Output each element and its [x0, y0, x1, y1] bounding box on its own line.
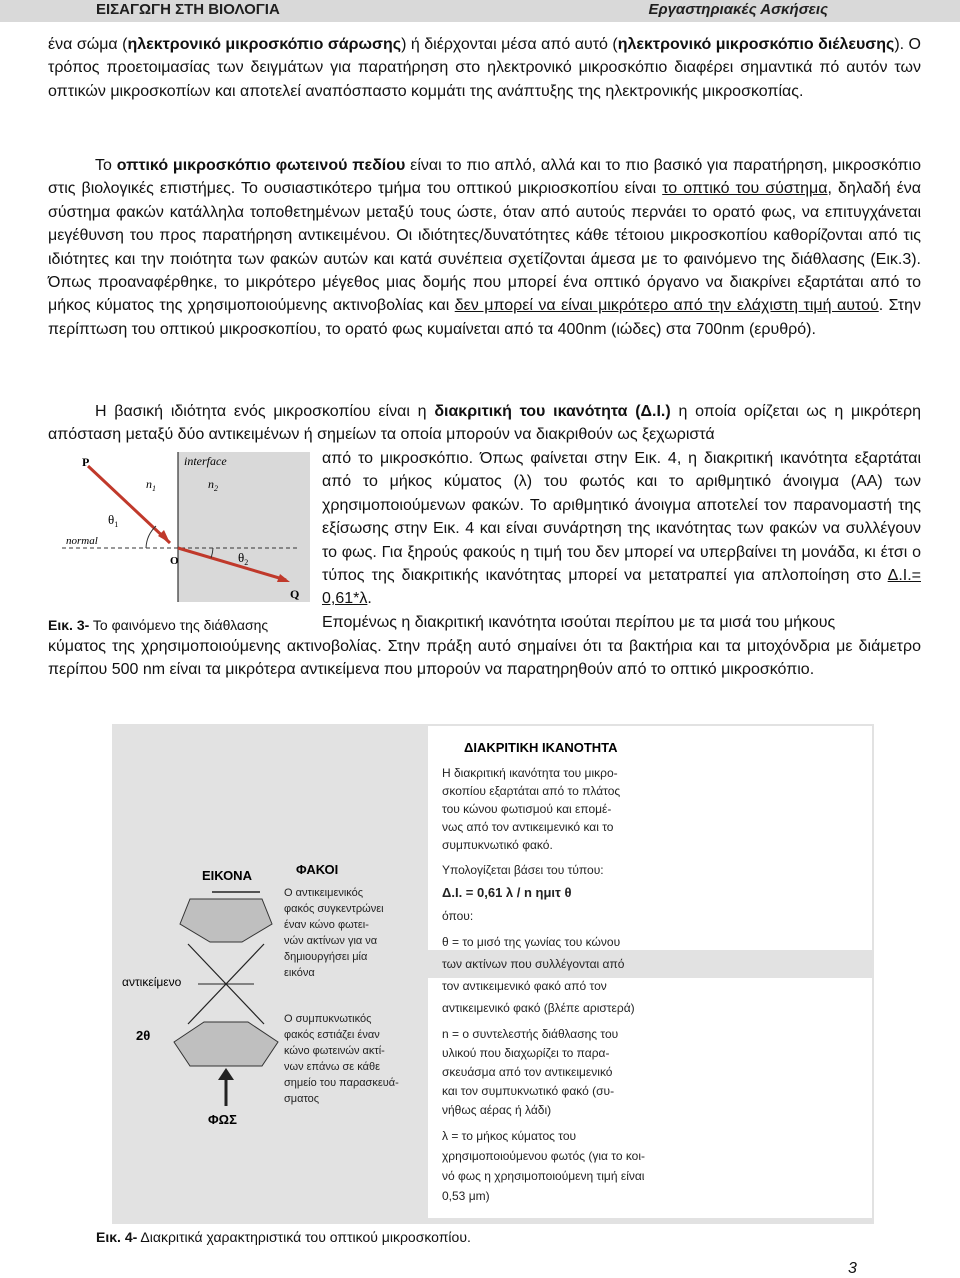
theta-def-line: των ακτίνων που συλλέγονται από	[442, 957, 625, 971]
def-line: νως από τον αντικειμενικό και το	[442, 820, 614, 834]
paragraph-resolution-wrap-last: Επομένως η διακριτική ικανότητα ισούται περίπου με τα μισά του μήκους	[322, 614, 836, 631]
incident-ray	[88, 466, 170, 543]
n-def-line: και τον συμπυκνωτικό φακό (συ-	[442, 1084, 615, 1098]
objective-desc-line: νών ακτίνων για να	[284, 935, 378, 947]
objective-desc-line: φακός συγκεντρώνει	[284, 903, 384, 915]
header-subtitle: Εργαστηριακές Ασκήσεις	[648, 1, 828, 18]
n-def-line: υλικού που διαχωρίζει το παρα-	[442, 1046, 610, 1060]
paragraph-resolution-wrap: από το μικροσκόπιο. Όπως φαίνεται στην Εικ. 4, η διακριτική ικανότητα εξαρτάται από το μήκος κύματος (λ) του φωτός και το αριθμητικό άνοιγμα (ΑΑ) των χρησιμοποιούμενων φακών. Το αριθμητικό άνοιγμα αποτελεί τον παρανομαστή της εξίσωσης στην Εικ. 4 και είναι συνάρτηση της ικανότητας των φακών να συλλέγουν το φως. Για ξηρούς φακούς η τιμή του δεν μπορεί να υπερβαίνει τη μονάδα, κι έτσι ο τύπος της διακριτικής ικανότητας μπορεί να μετατραπεί για απλοποίηση στο Δ.Ι.= 0,61*λ.	[322, 450, 921, 608]
label-normal: normal	[66, 535, 98, 547]
fig3-caption: Εικ. 3- Το φαινόμενο της διάθλασης	[48, 617, 269, 633]
objective-desc-line: έναν κώνο φωτει-	[284, 919, 369, 931]
refraction-figure	[48, 452, 310, 618]
label-theta1: $\theta_1$	[108, 512, 119, 529]
image-label: ΕΙΚΟΝΑ	[202, 868, 252, 883]
def-line: σκοπίου εξαρτάται από το πλάτος	[442, 784, 621, 798]
def-line: του κώνου φωτισμού και επομέ-	[442, 802, 612, 816]
lambda-def-line: χρησιμοποιούμενου φωτός (για το κοι-	[442, 1149, 646, 1163]
label-o: O	[170, 555, 179, 567]
paragraph-resolution-tail: κύματος της χρησιμοποιούμενης ακτινοβολίας. Στην πράξη αυτό σημαίνει ότι τα βακτήρια και τα μιτοχόνδρια με διάμετρο περίπου 500 nm είναι τα μικρότερα αντικείμενα που μπορούν να παρατηρηθούν από το οπτικό μικροσκόπιο.	[48, 638, 921, 679]
condenser-desc-line: σματος	[284, 1093, 320, 1105]
formula: Δ.Ι. = 0,61 λ / n ημιτ θ	[442, 885, 572, 900]
condenser-desc-line: Ο συμπυκνωτικός	[284, 1013, 372, 1025]
condenser-desc-line: φακός εστιάζει έναν	[284, 1029, 380, 1041]
object-label: αντικείμενο	[122, 975, 182, 989]
lambda-def-line: νό φως η χρησιμοποιούμενη τιμή είναι	[442, 1169, 645, 1183]
objective-desc-line: εικόνα	[284, 967, 315, 979]
condenser-desc-line: σημείο του παρασκευά-	[284, 1077, 399, 1089]
header-title: ΕΙΣΑΓΩΓΗ ΣΤΗ ΒΙΟΛΟΓΙΑ	[96, 1, 280, 18]
two-theta-label: 2θ	[136, 1028, 151, 1043]
n-def-line: σκευάσμα από τον αντικειμενικό	[442, 1065, 613, 1079]
medium-n2	[178, 452, 310, 602]
page-header	[0, 0, 960, 22]
lambda-def-line: 0,53 μm)	[442, 1189, 490, 1203]
condenser-desc-line: κώνο φωτεινών ακτί-	[284, 1045, 385, 1057]
fig4-caption: Εικ. 4- Διακριτικά χαρακτηριστικά του οπτικού μικροσκοπίου.	[96, 1229, 471, 1245]
label-q: Q	[290, 587, 300, 601]
label-p: P	[82, 455, 90, 469]
label-interface: interface	[184, 454, 227, 468]
objective-desc-line: δημιουργήσει μία	[284, 951, 368, 963]
refraction-diagram	[48, 452, 310, 618]
theta-def-line: αντικειμενικό φακό (βλέπε αριστερά)	[442, 1001, 635, 1015]
theta-def-line: θ = το μισό της γωνίας του κώνου	[442, 935, 621, 949]
lambda-def-line: λ = το μήκος κύματος του	[442, 1129, 577, 1143]
light-label: ΦΩΣ	[208, 1112, 237, 1127]
resolution-figure	[112, 724, 874, 1224]
resolution-diagram	[112, 724, 874, 1224]
where-label: όπου:	[442, 909, 474, 923]
lenses-label: ΦΑΚΟΙ	[296, 862, 339, 877]
paragraph-electron-microscope: ένα σώμα (ηλεκτρονικό μικροσκόπιο σάρωσης) ή διέρχονται μέσα από αυτό (ηλεκτρονικό μικροσκόπιο διέλευσης). Ο τρόπος προετοιμασίας των δειγμάτων για παρατήρηση στο ηλεκτρονικό μικροσκόπιο διαφέρει σημαντικά πό αυτόν των οπτικών μικροσκοπίων και αποτελεί αναπόσπαστο κομμάτι της ανάπτυξης της ηλεκτρονικής μικροσκοπίας.	[48, 36, 922, 100]
condenser-desc-line: νων επάνω σε κάθε	[284, 1061, 380, 1073]
calc-line: Υπολογίζεται βάσει του τύπου:	[442, 863, 604, 877]
n-def-line: νήθως αέρας ή λάδι)	[442, 1103, 552, 1117]
paragraph-resolution-intro: Η βασική ιδιότητα ενός μικροσκοπίου είναι η διακριτική του ικανότητα (Δ.Ι.) η οποία ορίζεται ως η μικρότερη απόσταση μεταξύ δύο αντικειμένων ή σημείων τα οποία μπορούν να διακριθούν ως ξεχωριστά	[48, 403, 922, 444]
page-number: 3	[848, 1260, 857, 1277]
def-line: Η διακριτική ικανότητα του μικρο-	[442, 766, 618, 780]
def-line: συμπυκνωτικό φακό.	[442, 838, 553, 852]
label-theta2: $\theta_2$	[238, 550, 249, 567]
objective-desc-line: Ο αντικειμενικός	[284, 887, 364, 899]
n-def-line: n = ο συντελεστής διάθλασης του	[442, 1027, 619, 1041]
label-n1: $n_1$	[146, 477, 156, 493]
figure-title: ΔΙΑΚΡΙΤΙΚΗ ΙΚΑΝΟΤΗΤΑ	[464, 740, 618, 755]
label-n2: $n_2$	[208, 477, 218, 493]
paragraph-optical-microscope: Το οπτικό μικροσκόπιο φωτεινού πεδίου είναι το πιο απλό, αλλά και το πιο βασικό για παρατήρηση, μικροσκόπιο στις βιολογικές επιστήμες. Το ουσιαστικότερο τμήμα του οπτικού μικριοσκοπίου είναι το οπτικό του σύστημα, δηλαδή ένα σύστημα φακών κατάλληλα τοποθετημένων μεταξύ τους ώστε, όταν από αυτούς περνάει το ορατό φως, να επιτυγχάνεται μεγέθυνση του προς παρατήρηση αντικειμένου. Οι ιδιότητες/δυνατότητες κάθε τέτοιου μικροσκοπίου καθορίζονται από τις ιδιότητες και την ποιότητα των φακών αυτών και κατά συνέπεια σχετίζονται άμεσα με το φαινόμενο της διάθλασης (Εικ.3). Όπως προαναφέρθηκε, το μικρότερο μέγεθος μιας δομής που μπορεί ένα οπτικό όργανο να διακρίνει εξαρτάται από το μήκος κύματος της χρησιμοποιούμενης ακτινοβολίας και δεν μπορεί να είναι μικρότερο από την ελάχιστη τιμή αυτού. Στην περίπτωση του οπτικού μικροσκοπίου, το ορατό φως κυμαίνεται από τα 400nm (ιώδες) στα 700nm (ερυθρό).	[48, 157, 922, 338]
theta-def-line: τον αντικειμενικό φακό από τον	[442, 979, 607, 993]
